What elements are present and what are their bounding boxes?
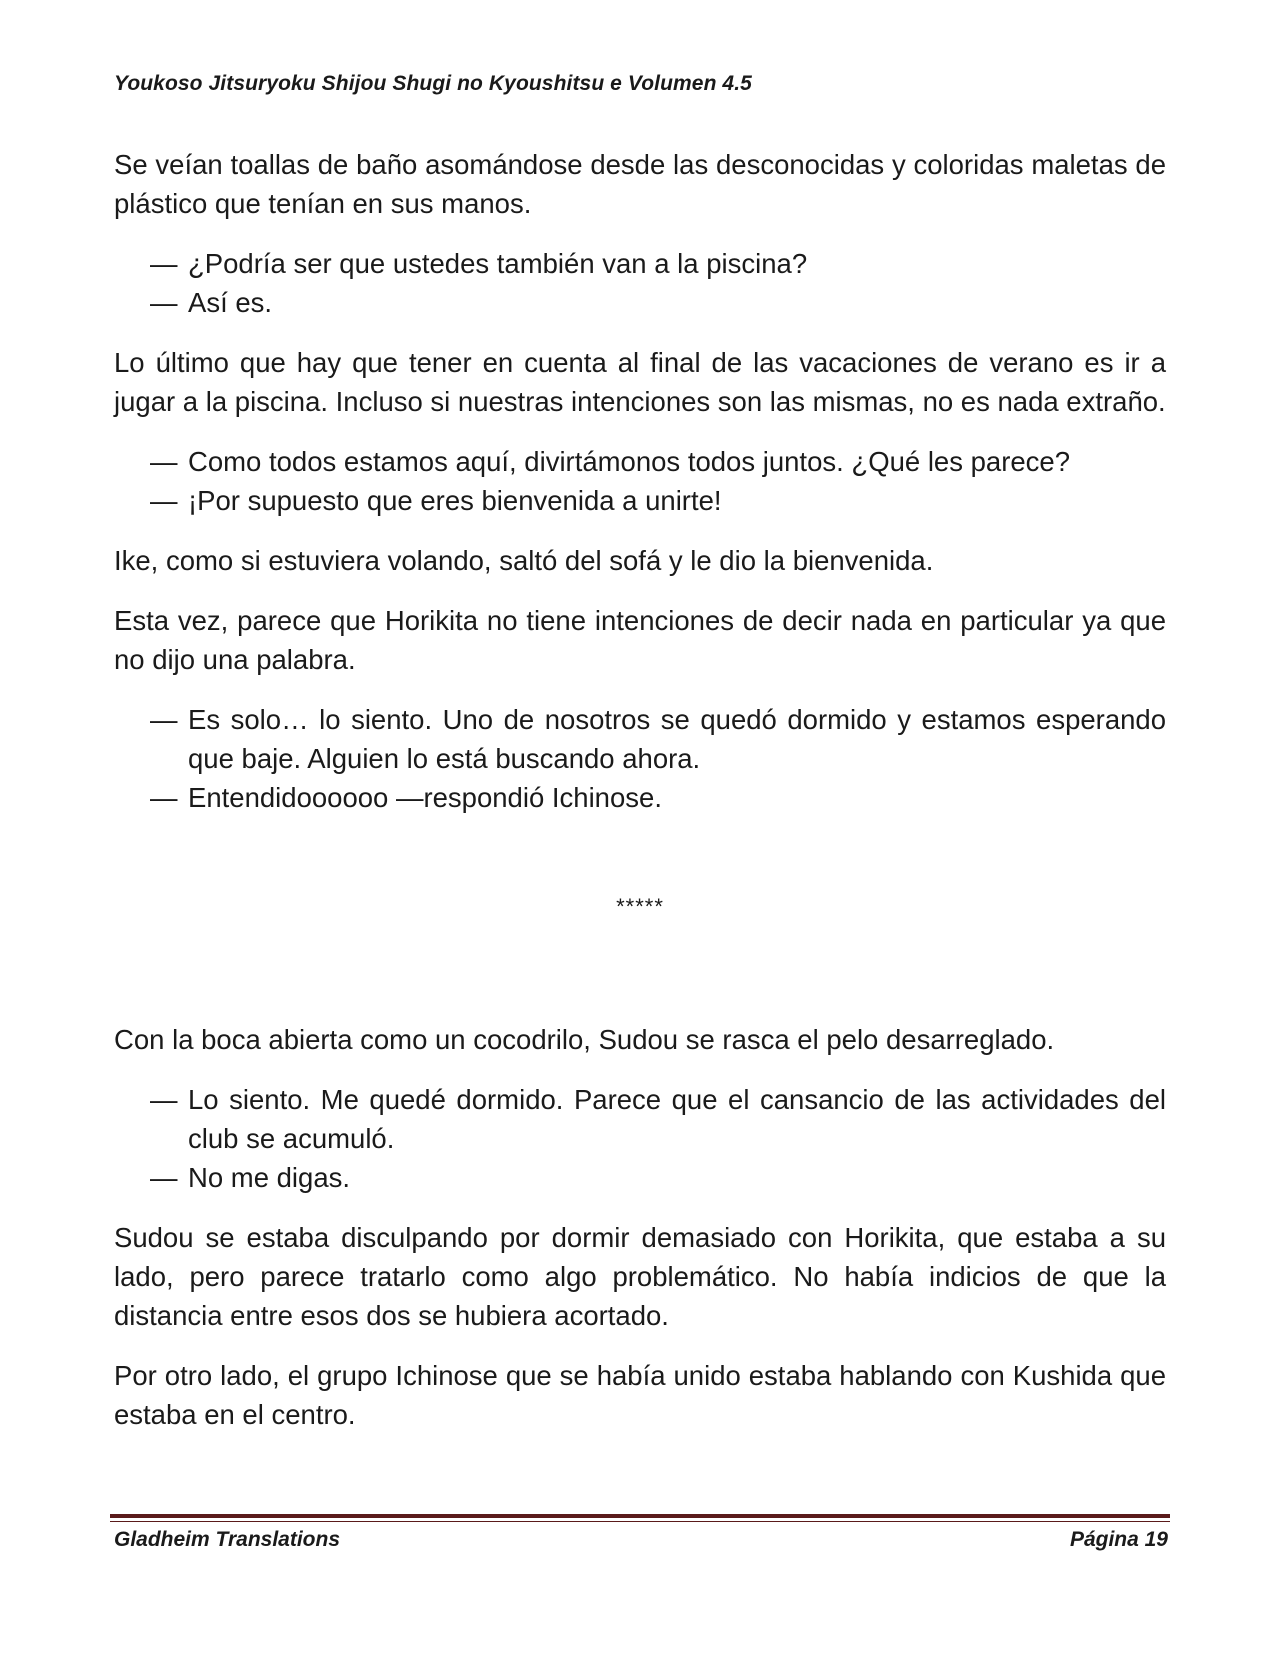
paragraph-1: Se veían toallas de baño asomándose desde las desconocidas y coloridas maletas de plástico que tenían en sus manos. — [114, 149, 1166, 219]
page-content — [114, 145, 1166, 1455]
dialogue-dash: — — [150, 782, 178, 813]
footer-page-number: Página 19 — [1069, 1528, 1168, 1551]
dialogue-line — [114, 442, 1166, 481]
page-header-title: Youkoso Jitsuryoku Shijou Shugi no Kyoushitsu e Volumen 4.5 — [114, 72, 752, 95]
dialogue-text: No me digas. — [188, 1162, 351, 1193]
footer-rule-thin — [110, 1521, 1170, 1522]
dialogue-group-4 — [114, 1080, 1166, 1197]
paragraph-6: Sudou se estaba disculpando por dormir demasiado con Horikita, que estaba a su lado, pero parece tratarlo como algo problemático. No había indicios de que la distancia entre esos dos se hubiera acortado. — [114, 1222, 1166, 1331]
dialogue-group-2 — [114, 442, 1166, 520]
paragraph-2: Lo último que hay que tener en cuenta al final de las vacaciones de verano es ir a jugar a la piscina. Incluso si nuestras intenciones son las mismas, no es nada extraño. — [114, 347, 1166, 417]
paragraph-7: Por otro lado, el grupo Ichinose que se había unido estaba hablando con Kushida que estaba en el centro. — [114, 1360, 1166, 1430]
dialogue-text: ¡Por supuesto que eres bienvenida a unirte! — [188, 485, 722, 516]
paragraph-3: Ike, como si estuviera volando, saltó del sofá y le dio la bienvenida. — [114, 545, 934, 576]
dialogue-line — [114, 1158, 1166, 1197]
dialogue-text: Lo siento. Me quedé dormido. Parece que el cansancio de las actividades del club se acumuló. — [188, 1084, 1166, 1154]
dialogue-line — [114, 481, 1166, 520]
paragraph-5: Con la boca abierta como un cocodrilo, Sudou se rasca el pelo desarreglado. — [114, 1024, 1055, 1055]
dialogue-text: ¿Podría ser que ustedes también van a la piscina? — [188, 248, 808, 279]
dialogue-line — [114, 778, 1166, 817]
dialogue-dash: — — [150, 485, 178, 516]
dialogue-dash: — — [150, 704, 178, 735]
paragraph-4: Esta vez, parece que Horikita no tiene intenciones de decir nada en particular ya que no dijo una palabra. — [114, 605, 1166, 675]
dialogue-line — [114, 1080, 1166, 1158]
dialogue-line — [114, 244, 1166, 283]
dialogue-dash: — — [150, 446, 178, 477]
dialogue-dash: — — [150, 287, 178, 318]
dialogue-text: Entendidoooooo —respondió Ichinose. — [188, 782, 662, 813]
dialogue-group-3 — [114, 700, 1166, 817]
dialogue-text: Es solo… lo siento. Uno de nosotros se quedó dormido y estamos esperando que baje. Alguien lo está buscando ahora. — [188, 704, 1166, 774]
dialogue-line — [114, 700, 1166, 778]
footer-rule-thick — [110, 1514, 1170, 1518]
dialogue-line — [114, 283, 1166, 322]
dialogue-group-1 — [114, 244, 1166, 322]
dialogue-text: Como todos estamos aquí, divirtámonos todos juntos. ¿Qué les parece? — [188, 446, 1070, 477]
footer-translator-name: Gladheim Translations — [114, 1528, 341, 1551]
dialogue-text: Así es. — [188, 287, 273, 318]
dialogue-dash: — — [150, 1162, 178, 1193]
dialogue-dash: — — [150, 1084, 178, 1115]
scene-separator: ***** — [616, 894, 664, 919]
dialogue-dash: — — [150, 248, 178, 279]
